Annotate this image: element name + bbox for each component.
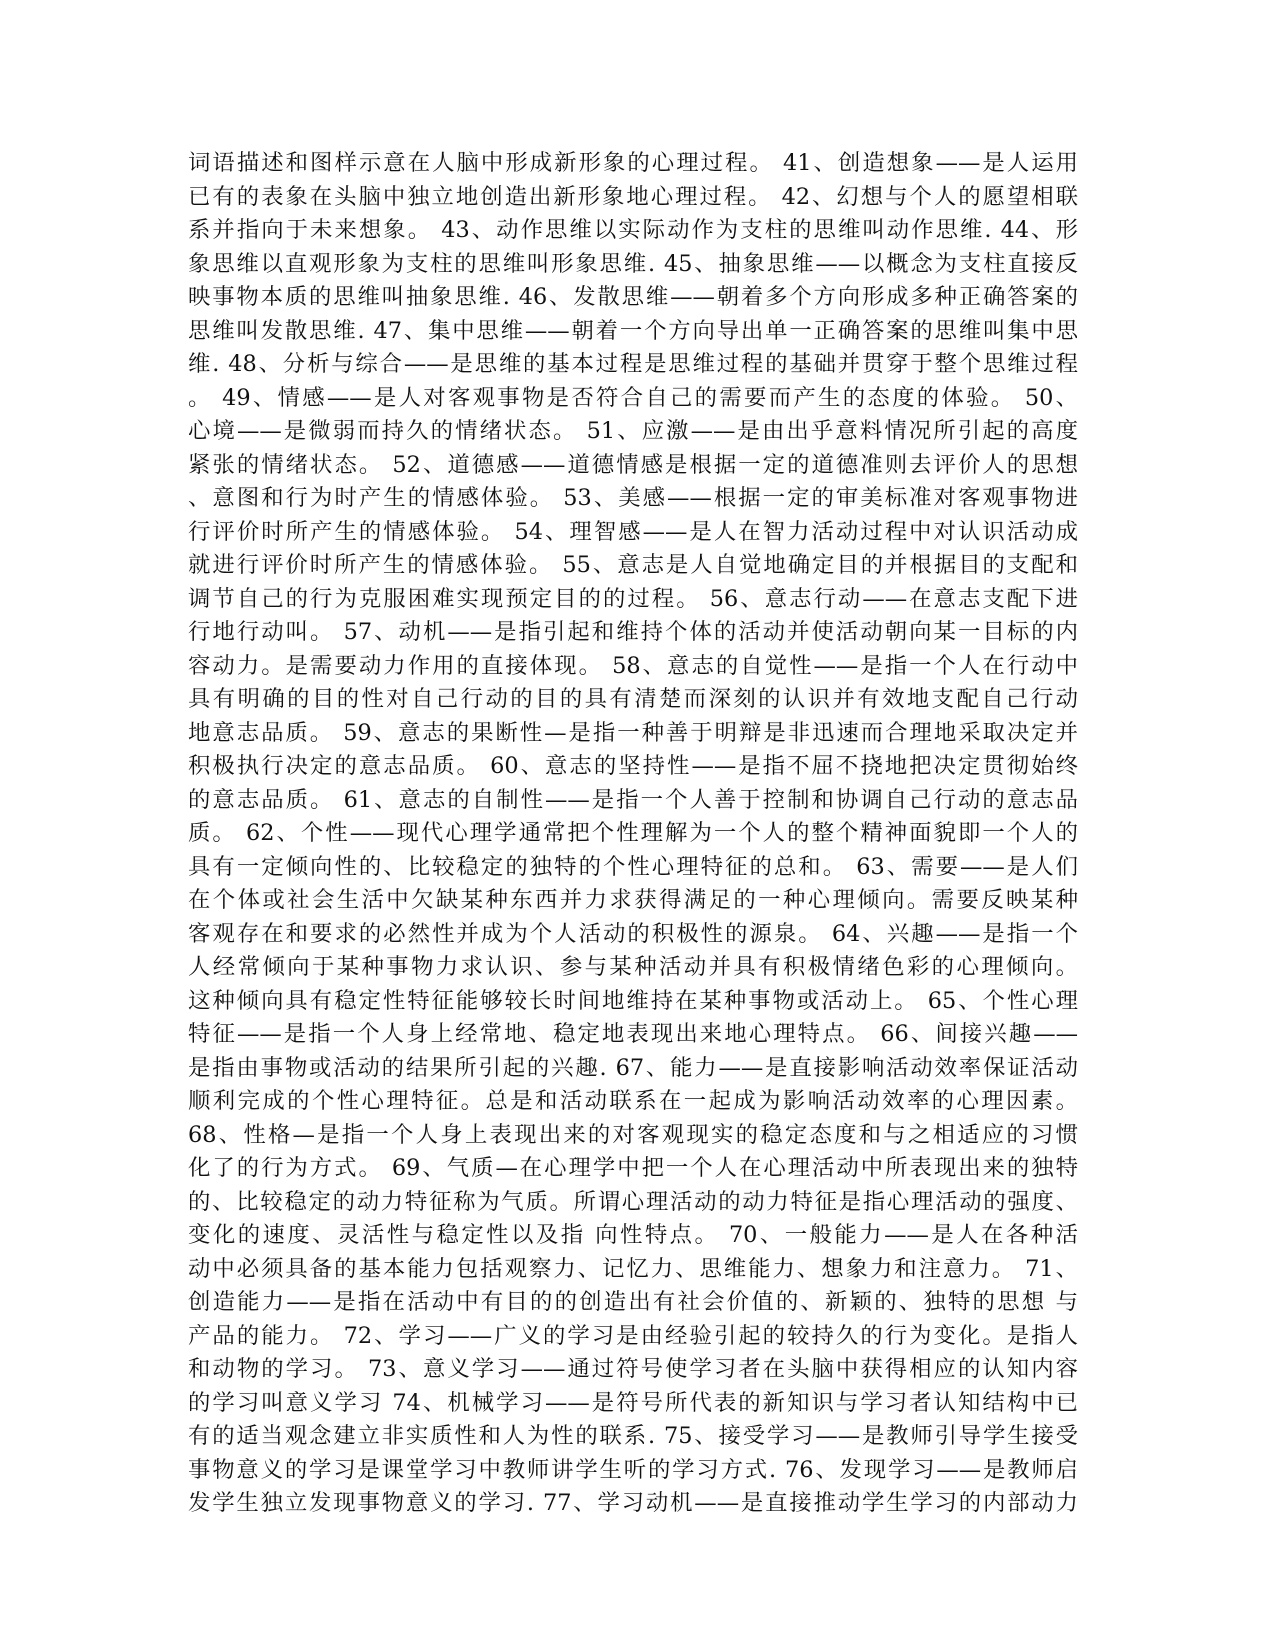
text-line: 人经常倾向于某种事物力求认识、参与某种活动并具有积极情绪色彩的心理倾向。	[188, 954, 1078, 980]
text-line: 行地行动叫。 57、动机——是指引起和维持个体的活动并使活动朝向某一目标的内	[188, 619, 1078, 645]
text-line: 词语描述和图样示意在人脑中形成新形象的心理过程。 41、创造想象——是人运用	[188, 150, 1078, 176]
text-line: 产品的能力。 72、学习——广义的学习是由经验引起的较持久的行为变化。是指人	[188, 1322, 1078, 1349]
text-line: 有的适当观念建立非实质性和人为性的联系. 75、接受学习——是教师引导学生接受	[188, 1423, 1078, 1449]
text-line: 客观存在和要求的必然性并成为个人活动的积极性的源泉。 64、兴趣——是指一个	[188, 920, 1078, 947]
text-line: 、意图和行为时产生的情感体验。 53、美感——根据一定的审美标准对客观事物进	[188, 485, 1078, 511]
text-line: 化了的行为方式。 69、气质—在心理学中把一个人在心理活动中所表现出来的独特	[188, 1155, 1078, 1181]
text-line: 维. 48、分析与综合——是思维的基本过程是思维过程的基础并贯穿于整个思维过程	[188, 351, 1078, 377]
text-line: 具有一定倾向性的、比较稳定的独特的个性心理特征的总和。 63、需要——是人们	[188, 853, 1078, 880]
text-line: 变化的速度、灵活性与稳定性以及指 向性特点。 70、一般能力——是人在各种活	[188, 1222, 1078, 1248]
text-line: 特征——是指一个人身上经常地、稳定地表现出来地心理特点。 66、间接兴趣——	[188, 1021, 1078, 1047]
text-line: 系并指向于未来想象。 43、动作思维以实际动作为支柱的思维叫动作思维. 44、形	[188, 217, 1078, 243]
text-line: 事物意义的学习是课堂学习中教师讲学生听的学习方式. 76、发现学习——是教师启	[188, 1456, 1078, 1483]
text-line: 的、比较稳定的动力特征称为气质。所谓心理活动的动力特征是指心理活动的强度、	[188, 1188, 1078, 1215]
text-line: 发学生独立发现事物意义的学习. 77、学习动机——是直接推动学生学习的内部动力	[188, 1490, 1078, 1516]
text-line: 调节自己的行为克服困难实现预定目的的过程。 56、意志行动——在意志支配下进	[188, 585, 1078, 612]
text-line: 。 49、情感——是人对客观事物是否符合自己的需要而产生的态度的体验。 50、	[188, 384, 1078, 411]
text-line: 紧张的情绪状态。 52、道德感——道德情感是根据一定的道德准则去评价人的思想	[188, 451, 1078, 478]
text-line: 的学习叫意义学习 74、机械学习——是符号所代表的新知识与学习者认知结构中已	[188, 1389, 1078, 1416]
text-line: 容动力。是需要动力作用的直接体现。 58、意志的自觉性——是指一个人在行动中	[188, 652, 1078, 679]
text-line: 就进行评价时所产生的情感体验。 55、意志是人自觉地确定目的并根据目的支配和	[188, 552, 1078, 578]
body-text	[188, 147, 1078, 1521]
text-line: 地意志品质。 59、意志的果断性—是指一种善于明辩是非迅速而合理地采取决定并	[188, 719, 1078, 746]
text-line: 68、性格—是指一个人身上表现出来的对客观现实的稳定态度和与之相适应的习惯	[188, 1121, 1078, 1148]
text-line: 是指由事物或活动的结果所引起的兴趣. 67、能力——是直接影响活动效率保证活动	[188, 1054, 1078, 1081]
text-line: 这种倾向具有稳定性特征能够较长时间地维持在某种事物或活动上。 65、个性心理	[188, 987, 1078, 1014]
text-line: 和动物的学习。 73、意义学习——通过符号使学习者在头脑中获得相应的认知内容	[188, 1356, 1078, 1382]
text-line: 映事物本质的思维叫抽象思维. 46、发散思维——朝着多个方向形成多种正确答案的	[188, 284, 1078, 310]
text-line: 积极执行决定的意志品质。 60、意志的坚持性——是指不屈不挠地把决定贯彻始终	[188, 753, 1078, 779]
text-line: 动中必须具备的基本能力包括观察力、记忆力、思维能力、想象力和注意力。 71、	[188, 1255, 1078, 1282]
text-line: 象思维以直观形象为支柱的思维叫形象思维. 45、抽象思维——以概念为支柱直接反	[188, 250, 1078, 277]
text-line: 的意志品质。 61、意志的自制性——是指一个人善于控制和协调自己行动的意志品	[188, 786, 1078, 813]
text-line: 行评价时所产生的情感体验。 54、理智感——是人在智力活动过程中对认识活动成	[188, 518, 1078, 545]
text-line: 在个体或社会生活中欠缺某种东西并力求获得满足的一种心理倾向。需要反映某种	[188, 887, 1078, 913]
text-line: 已有的表象在头脑中独立地创造出新形象地心理过程。 42、幻想与个人的愿望相联	[188, 183, 1078, 210]
text-line: 思维叫发散思维. 47、集中思维——朝着一个方向导出单一正确答案的思维叫集中思	[188, 317, 1078, 344]
text-line: 质。 62、个性——现代心理学通常把个性理解为一个人的整个精神面貌即一个人的	[188, 820, 1078, 846]
text-line: 具有明确的目的性对自己行动的目的具有清楚而深刻的认识并有效地支配自己行动	[188, 686, 1078, 712]
text-line: 心境——是微弱而持久的情绪状态。 51、应激——是由出乎意料情况所引起的高度	[188, 418, 1078, 444]
text-line: 顺利完成的个性心理特征。总是和活动联系在一起成为影响活动效率的心理因素。	[188, 1088, 1078, 1114]
text-line: 创造能力——是指在活动中有目的的创造出有社会价值的、新颖的、独特的思想 与	[188, 1289, 1078, 1315]
